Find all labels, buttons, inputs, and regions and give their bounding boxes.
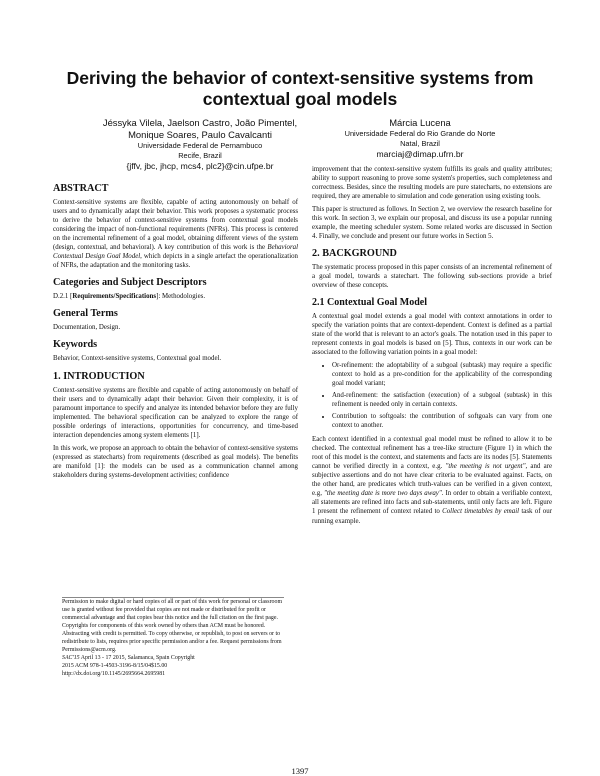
contextual-goal-model-text: A contextual goal model extends a goal model with context annotations in order to specify the variation points that are context-dependent. Context is defined as a partial state of the world that is relevant to an actor's goals. The notation used in this paper to represent contexts in goal models is based on [5]. Thus, contexts in our work can be associated to the following variation points in a goal model: (312, 312, 552, 356)
right-column (312, 165, 552, 530)
introduction-heading: 1. INTRODUCTION (53, 370, 145, 382)
list-item: • And-refinement: the satisfaction (execution) of a subgoal (subtask) in this refinement is needed only in certain contexts. (332, 391, 552, 409)
page-number: 1397 (291, 766, 309, 776)
introduction-paragraph-2: In this work, we propose an approach to obtain the behavior of context-sensitive systems (expressed as statecharts) from requirements (described as goal models). The benefits are manifold [1]: the models can be used as a communication channel among stakeholders during systems-development activities; confidence (53, 444, 298, 479)
background-heading: 2. BACKGROUND (312, 248, 397, 260)
permission-notice (62, 597, 284, 678)
background-text: The systematic process proposed in this paper consists of an incremental refinement of a goal model, towards a statechart. The following sub-sections provide a brief overview of these concepts. (312, 264, 552, 290)
introduction-paragraph-1: Context-sensitive systems are flexible and capable of acting autonomously on behalf of their users and to dynamically adapt their behavior. Given their complexity, it is of paramount importance to specify and analyze its intended behavior before they are fully implemented. The behavioral specification can be analyzed to explore the range of possible orderings of interactions, opportunities for concurrency, and time-based interaction dependencies among system elements [1]. (53, 386, 298, 439)
abstract-heading: ABSTRACT (53, 183, 109, 194)
general-terms-text: Documentation, Design. (53, 324, 121, 332)
conference-line: SAC'15 April 13 - 17 2015, Salamanca, Spain Copyright (62, 655, 195, 662)
author-location: Recife, Brazil (178, 150, 222, 160)
author-affiliation: Universidade Federal de Pernambuco (137, 141, 263, 150)
contextual-goal-model-heading: 2.1 Contextual Goal Model (312, 296, 427, 308)
doi-line: http://dx.doi.org/10.1145/2695664.2695981 (62, 671, 166, 678)
intro-continuation: improvement that the context-sensitive system fulfills its goals and quality attributes; ability to support reasoning to prove some system's properties, such completeness and correctness. Besides, since the resulting models are pure statecharts, no extensions are required, they are amenable to simulation and code generation using existing tools. (312, 166, 552, 201)
paper-title: Deriving the behavior of context-sensitive systems from contextual goal models (66, 68, 534, 109)
list-item: • Contribution to softgoals: the contribution of softgoals can vary from one context to another. (332, 412, 552, 430)
author-block-1 (80, 117, 320, 172)
author-email: {jffv, jbc, jhcp, mcs4, plc2}@cin.ufpe.br (126, 161, 274, 172)
author-affiliation: Universidade Federal do Rio Grande do Norte (344, 129, 496, 138)
author-block-2 (300, 117, 540, 160)
categories-heading: Categories and Subject Descriptors (53, 277, 207, 289)
permission-text: Permission to make digital or hard copies of all or part of this work for personal or classroom use is granted without fee provided that copies are not made or distributed for profit or commercial advantage and that copies bear this notice and the full citation on the first page. Copyrights for components of this work owned by others than ACM must be honored. Abstracting with credit is permitted. To copy otherwise, or republish, to post on servers or to redistribute to lists, requires prior specific permission and/or a fee. Request permissions from Permissions@acm.org. (62, 599, 283, 654)
author-names: Jéssyka Vilela, Jaelson Castro, João Pimentel, (102, 117, 298, 128)
paper-structure-paragraph: This paper is structured as follows. In Section 2, we overview the research baseline for this work. In section 3, we explain our proposal, and discuss its use a popular running example, the meeting scheduler system. Some related works are discussed in Section 4. Finally, we conclude and present our future works in Section 5. (312, 206, 552, 241)
author-names: Monique Soares, Paulo Cavalcanti (128, 129, 272, 140)
copyright-line: 2015 ACM 978-1-4503-3196-8/15/04$15.00 (62, 663, 168, 670)
author-email: marciaj@dimap.ufrn.br (376, 149, 464, 160)
keywords-heading: Keywords (53, 339, 98, 351)
abstract-text: Context-sensitive systems are flexible, capable of acting autonomously on behalf of users and to dynamically adapt their behavior. This work proposes a systematic process to derive the behavior of context-sensitive systems from contextual goal models considering the impact of non-functional requirements (NFRs). This process is centered on the incremental refinement of a goal model, obtaining different views of the system (design, contextual, and behavioral). A key contribution of this work is the Behavioral Contextual Design Goal Model, which depicts in a single artefact the operationalization of NFRs, the adaptation and the monitoring tasks. (53, 199, 298, 270)
categories-text: D.2.1 [Requirements/Specifications]: Methodologies. (53, 293, 206, 301)
list-item: • Or-refinement: the adoptability of a subgoal (subtask) may require a specific context to hold as a pre-condition for the applicability of the corresponding goal model variant; (332, 361, 552, 388)
author-location: Natal, Brazil (400, 138, 440, 148)
variation-points-list (312, 361, 552, 430)
context-refinement-paragraph: Each context identified in a contextual goal model must be refined to allow it to be checked. The contextual refinement has a tree-like structure (Figure 1) in which the root of this model is the context, and statements and facts are its nodes [5]. Statements cannot be verified directly in a context, e.g. "the meeting is not urgent", and are subjective assertions and do not have clear criteria to be evaluated against. Facts, on the other hand, are predicates which truth-values can be verified in a given context, e.g, "the meeting date is more two days away". In order to obtain a verifiable context, all statements are refined into facts and sub-statements, until only facts are left. Figure 1 present the refinement of context related to Collect timetables by email task of our running example. (312, 436, 553, 525)
keywords-text: Behavior, Context-sensitive systems, Contextual goal model. (53, 355, 222, 363)
general-terms-heading: General Terms (53, 308, 118, 320)
author-names: Márcia Lucena (389, 117, 451, 128)
left-column (53, 176, 298, 484)
